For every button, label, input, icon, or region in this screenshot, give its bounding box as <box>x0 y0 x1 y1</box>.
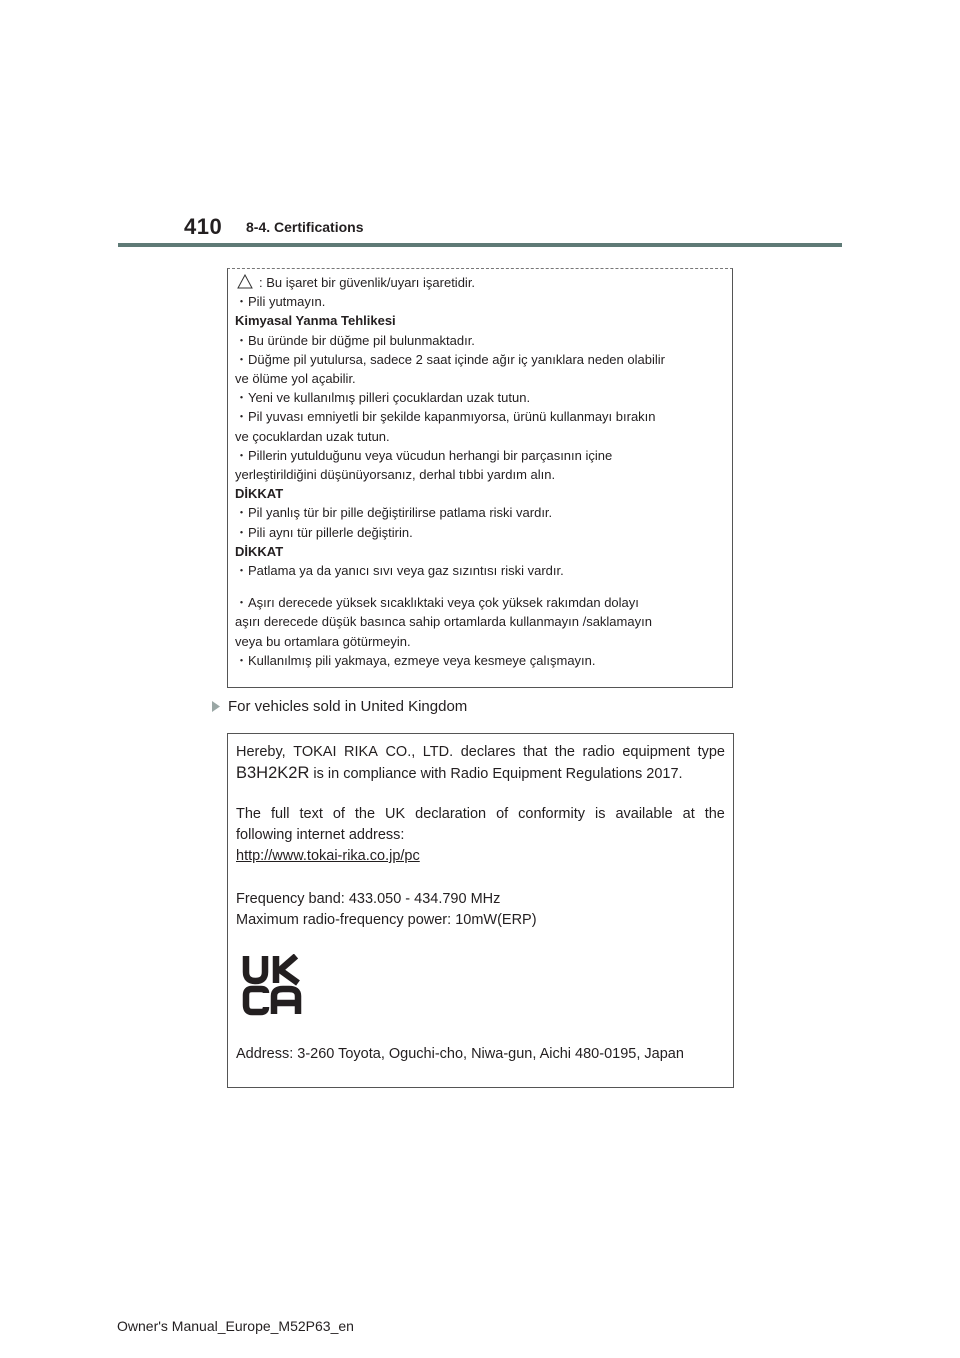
conformity-line-1 <box>236 804 725 825</box>
notice-line-text: DİKKAT <box>235 486 284 502</box>
notice-line <box>235 651 726 670</box>
conformity-word: UK <box>385 806 406 822</box>
header-rule <box>118 243 842 247</box>
conformity-word: The <box>236 806 261 822</box>
declaration-word: type <box>697 744 725 760</box>
conformity-word: of <box>332 806 345 822</box>
notice-line <box>235 465 726 484</box>
notice-line <box>235 427 726 446</box>
declaration-word: equipment <box>622 744 691 760</box>
notice-line-text: ・Kullanılmış pili yakmaya, ezmeye veya kesmeye çalışmayın. <box>235 652 596 668</box>
declaration-word: radio <box>582 744 615 760</box>
conformity-word: is <box>594 806 606 822</box>
uk-section-heading <box>212 698 467 715</box>
notice-line <box>235 632 726 651</box>
notice-line-text: aşırı derecede düşük basınca sahip ortamlarda kullanmayın /saklamayın <box>235 614 652 630</box>
notice-heading <box>235 484 726 503</box>
max-radio-power: Maximum radio-frequency power: 10mW(ERP) <box>236 912 537 928</box>
notice-line-text: yerleştirildiğini düşünüyorsanız, derhal tıbbi yardım alın. <box>235 467 556 483</box>
notice-line-text: DİKKAT <box>235 543 284 559</box>
notice-line-text: ・Pili aynı tür pillerle değiştirin. <box>235 524 413 540</box>
notice-line <box>235 388 726 407</box>
turkish-notice-box <box>227 268 733 688</box>
declaration-word: declares <box>460 744 516 760</box>
warning-triangle-icon <box>237 274 253 289</box>
notice-line <box>235 593 726 612</box>
conformity-word: text <box>299 806 323 822</box>
notice-line <box>235 273 726 292</box>
declaration-word: Hereby, <box>236 744 286 760</box>
notice-line-text: ve çocuklardan uzak tutun. <box>235 428 390 444</box>
notice-line <box>235 369 726 388</box>
notice-heading <box>235 542 726 561</box>
notice-line-text: ・Pili yutmayın. <box>235 294 326 310</box>
uk-heading-text: For vehicles sold in United Kingdom <box>228 698 468 715</box>
model-number: B3H2K2R <box>236 764 310 782</box>
notice-line-text: veya bu ortamlara götürmeyin. <box>235 633 411 649</box>
notice-line-text: ・Pil yanlış tür bir pille değiştirilirse patlama riski vardır. <box>235 505 553 521</box>
notice-line <box>235 350 726 369</box>
declaration-word: RIKA <box>344 744 378 760</box>
uk-declaration-box <box>227 733 734 1088</box>
conformity-word: declaration <box>415 806 487 822</box>
page-number: 410 <box>184 214 223 239</box>
notice-spacer <box>235 580 726 593</box>
notice-line-text: : Bu işaret bir güvenlik/uyarı işaretidir. <box>259 275 476 290</box>
turkish-notice-content <box>235 273 726 670</box>
notice-line-text: ・Bu üründe bir düğme pil bulunmaktadır. <box>235 332 475 348</box>
notice-line <box>235 446 726 465</box>
notice-line-text: ・Patlama ya da yanıcı sıvı veya gaz sızıntısı riski vardır. <box>235 563 564 579</box>
notice-line-text: ・Yeni ve kullanılmış pilleri çocuklardan uzak tutun. <box>235 390 531 406</box>
notice-line-text: ・Pillerin yutulduğunu veya vücudun herhangi bir parçasının içine <box>235 447 613 463</box>
conformity-word: of <box>496 806 509 822</box>
notice-line-text: ・Düğme pil yutulursa, sadece 2 saat içinde ağır iç yanıklara neden olabilir <box>235 351 665 367</box>
section-title: 8-4. Certifications <box>246 219 364 235</box>
declaration-word: TOKAI <box>293 744 337 760</box>
declaration-line-2 <box>236 763 725 785</box>
declaration-word: the <box>554 744 575 760</box>
bullet-arrow-icon <box>212 701 220 712</box>
notice-line <box>235 561 726 580</box>
conformity-word: conformity <box>518 806 586 822</box>
notice-line <box>235 331 726 350</box>
notice-line-text: ・Aşırı derecede yüksek sıcaklıktaki veya çok yüksek rakımdan dolayı <box>235 595 639 611</box>
notice-line <box>235 292 726 311</box>
conformity-url-link[interactable]: http://www.tokai-rika.co.jp/pc <box>236 848 420 864</box>
declaration-line-2-text: is in compliance with Radio Equipment Regulations 2017. <box>309 766 683 782</box>
conformity-word: full <box>270 806 290 822</box>
footer-text: Owner's Manual_Europe_M52P63_en <box>117 1318 354 1334</box>
declaration-word: CO., <box>385 744 416 760</box>
conformity-line-2: following internet address: <box>236 827 405 843</box>
notice-line-text: Kimyasal Yanma Tehlikesi <box>235 313 396 329</box>
declaration-word: LTD. <box>422 744 454 760</box>
conformity-word: available <box>615 806 673 822</box>
conformity-word: at <box>682 806 695 822</box>
notice-line <box>235 503 726 522</box>
notice-line <box>235 612 726 631</box>
notice-line <box>235 407 726 426</box>
frequency-band: Frequency band: 433.050 - 434.790 MHz <box>236 891 501 907</box>
conformity-word: the <box>704 806 725 822</box>
declaration-line-1 <box>236 742 725 763</box>
notice-line <box>235 523 726 542</box>
notice-line-text: ・Pil yuvası emniyetli bir şekilde kapanmıyorsa, ürünü kullanmayı bırakın <box>235 409 656 425</box>
notice-line-text: ve ölüme yol açabilir. <box>235 371 356 387</box>
conformity-word: the <box>354 806 376 822</box>
manufacturer-address: Address: 3-260 Toyota, Oguchi-cho, Niwa-gun, Aichi 480-0195, Japan <box>236 1046 684 1062</box>
ukca-mark-icon <box>242 954 302 1018</box>
declaration-word: that <box>523 744 548 760</box>
notice-heading <box>235 311 726 330</box>
